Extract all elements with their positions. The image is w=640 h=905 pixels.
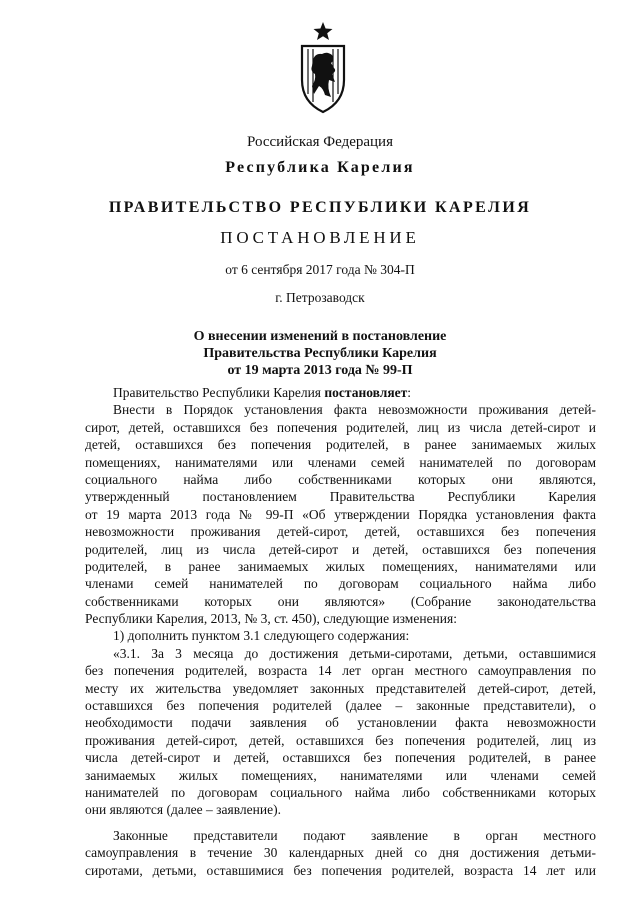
- title-line-2: Правительства Республики Карелия: [203, 346, 437, 361]
- paragraph-line: Законные представители подают заявление в орган местного: [113, 827, 596, 843]
- paragraph-line: родителей, в ранее занимаемых жилых помещениях, нанимателями или: [85, 558, 596, 574]
- paragraph-line: сиротами, детьми, оставшимися без попечения родителей, возраста 14 лет или: [85, 862, 596, 878]
- title-line-3: от 19 марта 2013 года № 99-П: [227, 363, 413, 378]
- paragraph-line: нанимателей по договорам социального найма либо собственниками которых: [85, 784, 596, 800]
- paragraph-line: необходимости подачи заявления об установлении факта невозможности: [85, 715, 596, 731]
- paragraph-line: членами семей нанимателей по договорам социального найма либо: [85, 576, 596, 592]
- resolution-intro-text: Правительство Республики Карелия: [113, 385, 325, 400]
- paragraph-line: Внести в Порядок установления факта невозможности проживания детей-: [113, 402, 596, 418]
- republic-name: Республика Карелия: [225, 159, 415, 176]
- amendment-item-1: 1) дополнить пунктом 3.1 следующего содержания:: [113, 628, 410, 644]
- document-body: [85, 384, 596, 879]
- paragraph-line: самоуправления в течение 30 календарных дней со дня достижения детьми-: [85, 845, 596, 861]
- paragraph-line: детей, оставшихся без попечения родителей, в ранее занимаемых жилых: [85, 437, 596, 453]
- resolution-keyword: постановляет: [324, 385, 408, 400]
- document-date-number: от 6 сентября 2017 года № 304-П: [225, 262, 415, 277]
- paragraph-line: социального найма либо собственниками которых они являются,: [85, 471, 596, 487]
- resolution-intro-end: :: [407, 385, 412, 400]
- paragraph-line: сирот, детей, оставшихся без попечения родителей, лиц из числа детей-сирот и: [85, 419, 596, 435]
- country-name: Российская Федерация: [247, 134, 393, 150]
- paragraph-line: родителей, лиц из числа детей-сирот и детей, оставшихся без попечения: [85, 541, 596, 557]
- paragraph-line: они являются (далее – заявление).: [85, 802, 281, 818]
- paragraph-line: месту их жительства уведомляет законных представителей детей-сирот, детей,: [85, 680, 596, 696]
- document-type: ПОСТАНОВЛЕНИЕ: [220, 228, 420, 247]
- paragraph-spacer: [85, 819, 596, 827]
- document-title: [0, 328, 640, 379]
- paragraph-line: невозможности проживания детей-сирот, детей, оставшихся без попечения: [85, 524, 596, 540]
- paragraph-line: утвержденный постановлением Правительства Республики Карелия: [85, 489, 596, 505]
- paragraph-line: оставшихся без попечения родителей (далее – законные представители), о: [85, 698, 596, 714]
- document-city: г. Петрозаводск: [275, 290, 365, 305]
- paragraph-line: помещениях, нанимателями или членами семей нанимателей по договорам: [85, 454, 596, 470]
- paragraph-line: Республики Карелия, 2013, № 3, ст. 450), следующие изменения:: [85, 611, 457, 627]
- paragraph-line: собственниками которых они являются» (Собрание законодательства: [85, 593, 596, 609]
- resolution-intro: [85, 384, 596, 401]
- paragraph-line: «3.1. За 3 месяца до достижения детьми-сиротами, детьми, оставшимися: [113, 645, 596, 661]
- paragraph-line: без попечения родителей, возраста 14 лет орган местного самоуправления по: [85, 663, 596, 679]
- paragraph-line: от 19 марта 2013 года № 99-П «Об утверждении Порядка установления факта: [85, 506, 596, 522]
- government-name: ПРАВИТЕЛЬСТВО РЕСПУБЛИКИ КАРЕЛИЯ: [108, 199, 532, 216]
- paragraph-line: числа детей-сирот и детей, оставшихся без попечения родителей, в ранее: [85, 750, 596, 766]
- paragraph-line: занимаемых жилых помещениях, нанимателями или членами семей: [85, 767, 596, 783]
- title-line-1: О внесении изменений в постановление: [193, 329, 447, 344]
- paragraph-line: проживания детей-сирот, детей, оставшихся без попечения родителей, лиц из: [85, 732, 596, 748]
- coat-of-arms-emblem: [299, 22, 347, 114]
